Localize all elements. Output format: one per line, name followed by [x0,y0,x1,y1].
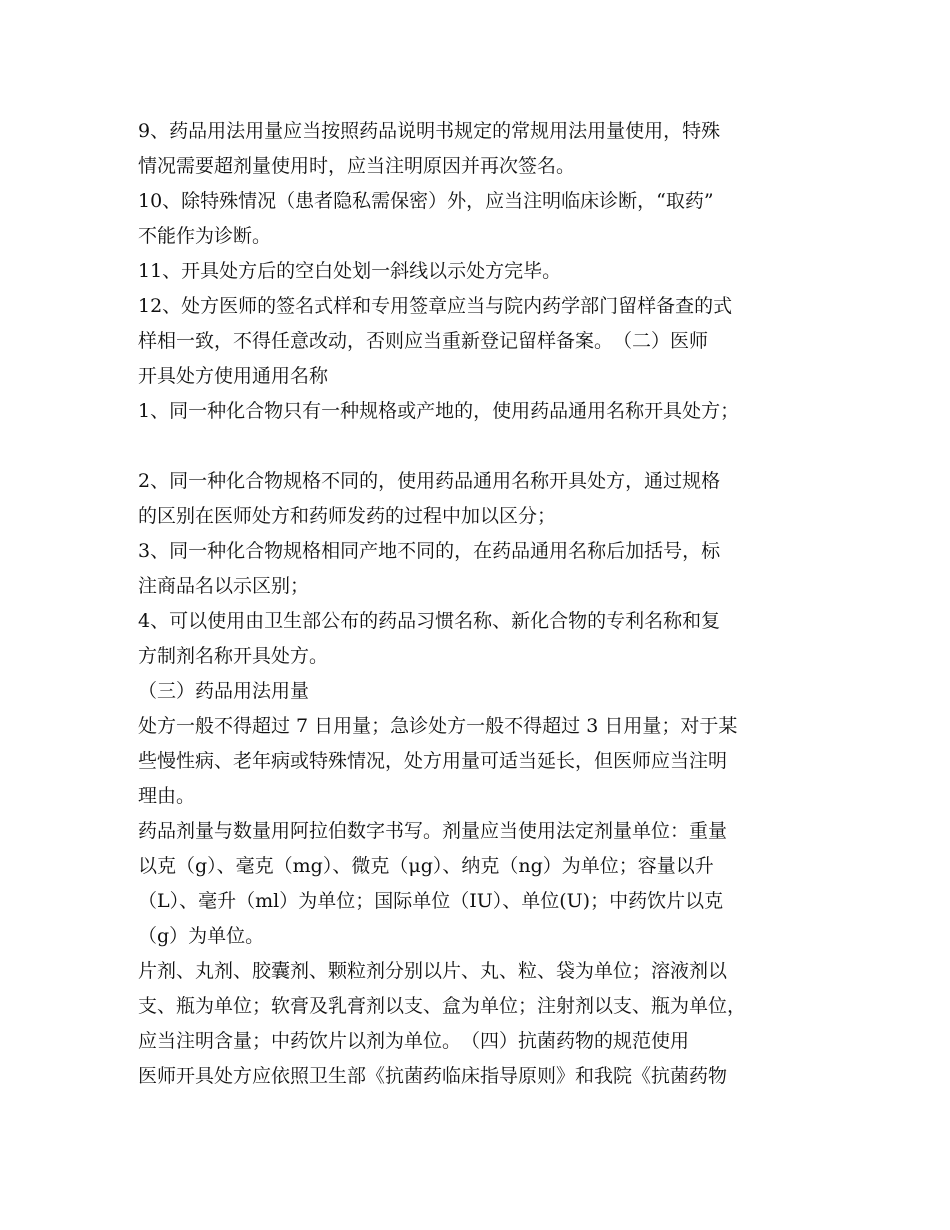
text-line-23: （L）、毫升（ml）为单位；国际单位（IU）、单位(U)；中药饮片以克 [138,890,724,912]
text-line-26: 支、瓶为单位；软膏及乳膏剂以支、盒为单位；注射剂以支、瓶为单位， [138,995,747,1017]
text-line-4: 不能作为诊断。 [138,225,272,247]
text-line-12: 的区别在医师处方和药师发药的过程中加以区分； [138,505,557,527]
text-line-18: 处方一般不得超过 7 日用量；急诊处方一般不得超过 3 日用量；对于某 [138,715,738,737]
text-line-15: 4、可以使用由卫生部公布的药品习惯名称、新化合物的专利名称和复 [138,610,721,632]
text-line-16: 方制剂名称开具处方。 [138,645,329,667]
text-line-20: 理由。 [138,785,196,807]
text-line-1: 9、药品用法用量应当按照药品说明书规定的常规用法用量使用，特殊 [138,120,721,142]
text-line-24: （g）为单位。 [138,925,265,947]
text-line-25: 片剂、丸剂、胶囊剂、颗粒剂分别以片、丸、粒、袋为单位；溶液剂以 [138,960,728,982]
document-body [138,114,828,1094]
text-line-11: 2、同一种化合物规格不同的，使用药品通用名称开具处方，通过规格 [138,470,721,492]
text-line-22: 以克（g）、毫克（mg）、微克（μg）、纳克（ng）为单位；容量以升 [138,855,714,877]
text-line-19: 些慢性病、老年病或特殊情况，处方用量可适当延长，但医师应当注明 [138,750,728,772]
text-line-27: 应当注明含量；中药饮片以剂为单位。 （四）抗菌药物的规范使用 [138,1030,690,1052]
text-line-2: 情况需要超剂量使用时，应当注明原因并再次签名。 [138,155,576,177]
text-line-8: 开具处方使用通用名称 [138,365,329,387]
text-line-28: 医师开具处方应依照卫生部《抗菌药临床指导原则》和我院《抗菌药物 [138,1065,728,1087]
section-heading-3: （三）药品用法用量 [138,680,310,702]
text-line-6: 12、处方医师的签名式样和专用签章应当与院内药学部门留样备查的式 [138,295,733,317]
text-line-7: 样相一致，不得任意改动，否则应当重新登记留样备案。 （二）医师 [138,330,709,352]
blank-line [138,429,828,464]
text-line-14: 注商品名以示区别； [138,575,310,597]
text-line-21: 药品剂量与数量用阿拉伯数字书写。剂量应当使用法定剂量单位：重量 [138,820,728,842]
text-line-5: 11、开具处方后的空白处划一斜线以示处方完毕。 [138,260,562,282]
text-line-3: 10、除特殊情况（患者隐私需保密）外，应当注明临床诊断，“取药” [138,190,714,212]
text-line-9: 1、同一种化合物只有一种规格或产地的，使用药品通用名称开具处方； [138,400,740,422]
text-line-13: 3、同一种化合物规格相同产地不同的，在药品通用名称后加括号，标 [138,540,721,562]
